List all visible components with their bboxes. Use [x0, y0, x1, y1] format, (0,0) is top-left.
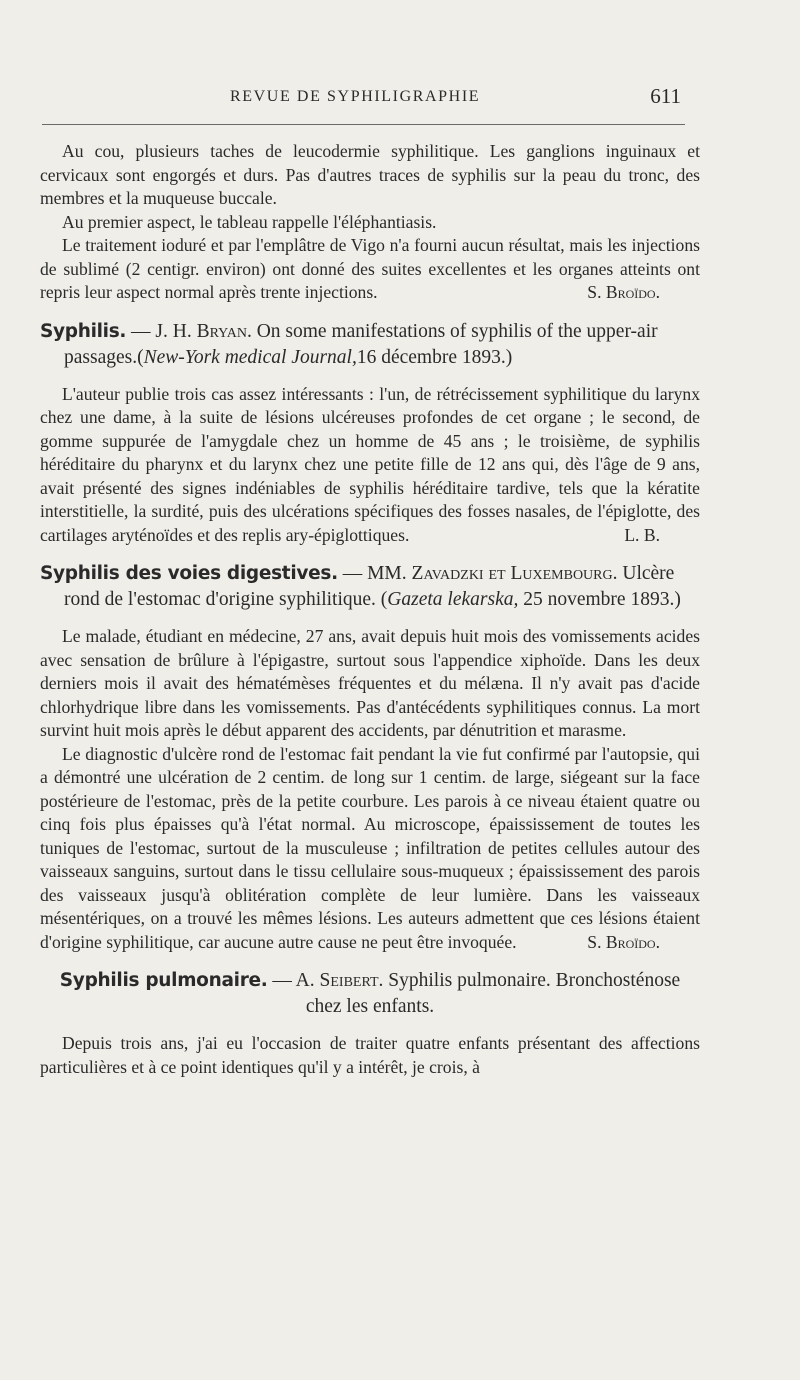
article-heading: Syphilis. — J. H. Bryan. On some manifestations of syphilis of the upper-air passages.(New-York medical Journal,16 décembre 1893.): [40, 320, 658, 368]
journal-name: New-York medical Journal,: [143, 346, 357, 368]
page-header: [40, 84, 685, 112]
paragraph: Au cou, plusieurs taches de leucodermie syphilitique. Les ganglions inguinaux et cervicaux sont engorgés et durs. Pas d'autres traces de syphilis sur la peau du tronc, des membres et la muqueuse buccale.: [40, 141, 700, 208]
article-title: On some manifestations of syphilis of the upper-air passages.: [64, 320, 658, 368]
header-rule: [42, 124, 685, 125]
author-name: Seibert.: [319, 970, 384, 991]
author-prefix: — J. H.: [131, 320, 192, 342]
journal-name: Gazeta lekarska,: [387, 589, 519, 610]
article-heading: [40, 968, 700, 1020]
author-prefix: — A.: [272, 970, 315, 991]
section-title: Syphilis.: [40, 320, 127, 342]
running-title: REVUE DE SYPHILIGRAPHIE: [230, 88, 481, 105]
author-name: Luxembourg.: [510, 563, 618, 584]
paragraph: Le malade, étudiant en médecine, 27 ans, avait depuis huit mois des vomissements acides avec sensation de brûlure à l'épigastre, surtout sous l'appendice xiphoïde. Dans les deux derniers mois il avait des hématémèses fréquentes et du mélæna. Il n'y avait pas d'acide chlorhydrique libre dans les vomissements. Pas d'antécédents syphilitiques connus. La mort survint huit mois après le début apparent des accidents, par dénutrition et marasme.: [40, 626, 700, 740]
section-title: Syphilis pulmonaire.: [59, 970, 268, 991]
signature: L. B.: [624, 524, 660, 545]
paragraph-text: L'auteur publie trois cas assez intéressants : l'un, de rétrécissement syphilitique du larynx chez une dame, à la suite de lésions ulcéreuses profondes de cet organe ; le second, de gomme suppurée de l'amygdale chez un homme de 45 ans ; le troisième, de syphilis héréditaire du pharynx et du larynx chez une petite fille de 12 ans qui, dès l'âge de 9 ans, avait présenté des signes indéniables de syphilis héréditaire tardive, tels que la kératite interstitielle, la surdité, puis des ulcérations spécifiques des fosses nasales, de l'épiglotte, des cartilages aryténoïdes et des replis ary-épiglottiques.: [40, 383, 700, 545]
paragraph: [40, 234, 700, 305]
page-number: 611: [650, 84, 681, 108]
paragraph-text: Le diagnostic d'ulcère rond de l'estomac fait pendant la vie fut confirmé par l'autopsie, qui a démontré une ulcération de 2 centim. de long sur 1 centim. de large, siégeant sur la face postérieure de l'estomac, près de la petite courbure. Les parois à ce niveau étaient quatre ou cinq fois plus épaisses qu'à l'état normal. Au microscope, épaississement de toutes les tuniques de l'estomac, surtout de la musculeuse ; infiltration de petites cellules autour des vaisseaux sanguins, surtout dans le tissu cellulaire sous-muqueux ; épaississement des parois des vaisseaux jusqu'à oblitération complète de leur lumière. Dans les vaisseaux mésentériques, on a trouvé les mêmes lésions. Les auteurs admettent que ces lésions étaient d'origine syphilitique, car aucune autre cause ne peut être invoquée.: [40, 743, 700, 952]
author-name: Zavadzki: [411, 563, 484, 584]
article-title: Ulcère rond de l'estomac d'origine syphilitique. (: [64, 563, 675, 610]
author-name: Bryan.: [196, 320, 252, 342]
article-title: Syphilis pulmonaire. Bronchosténose chez les enfants.: [305, 970, 681, 1017]
paragraph: [40, 383, 700, 548]
paragraph: Au premier aspect, le tableau rappelle l'éléphantiasis.: [62, 211, 437, 232]
article-seibert: [40, 968, 700, 1079]
publication-date: 16 décembre 1893.): [356, 346, 513, 368]
article-heading: [40, 561, 700, 613]
article-zavadzki: [40, 561, 700, 954]
publication-date: 25 novembre 1893.): [523, 589, 681, 610]
paragraph-text: Le traitement ioduré et par l'emplâtre de Vigo n'a fourni aucun résultat, mais les injections de sublimé (2 centigr. environ) ont donné des suites excellentes et les organes atteints ont repris leur aspect normal après trente injections.: [40, 235, 700, 302]
section-title: Syphilis des voies digestives.: [40, 563, 338, 584]
authors-prefix: — MM.: [342, 563, 407, 584]
signature: S. Broïdo.: [587, 931, 660, 952]
paragraph: Depuis trois ans, j'ai eu l'occasion de traiter quatre enfants présentant des affections particulières et à ce point identiques qu'il y a intérêt, je crois, à: [40, 1033, 700, 1077]
page-content: [40, 140, 700, 1079]
author-connector: et: [488, 563, 506, 584]
paragraph: [40, 743, 700, 955]
signature: S. Broïdo.: [587, 282, 660, 302]
article-leucodermie-continuation: [40, 140, 700, 305]
article-bryan: [40, 319, 700, 548]
